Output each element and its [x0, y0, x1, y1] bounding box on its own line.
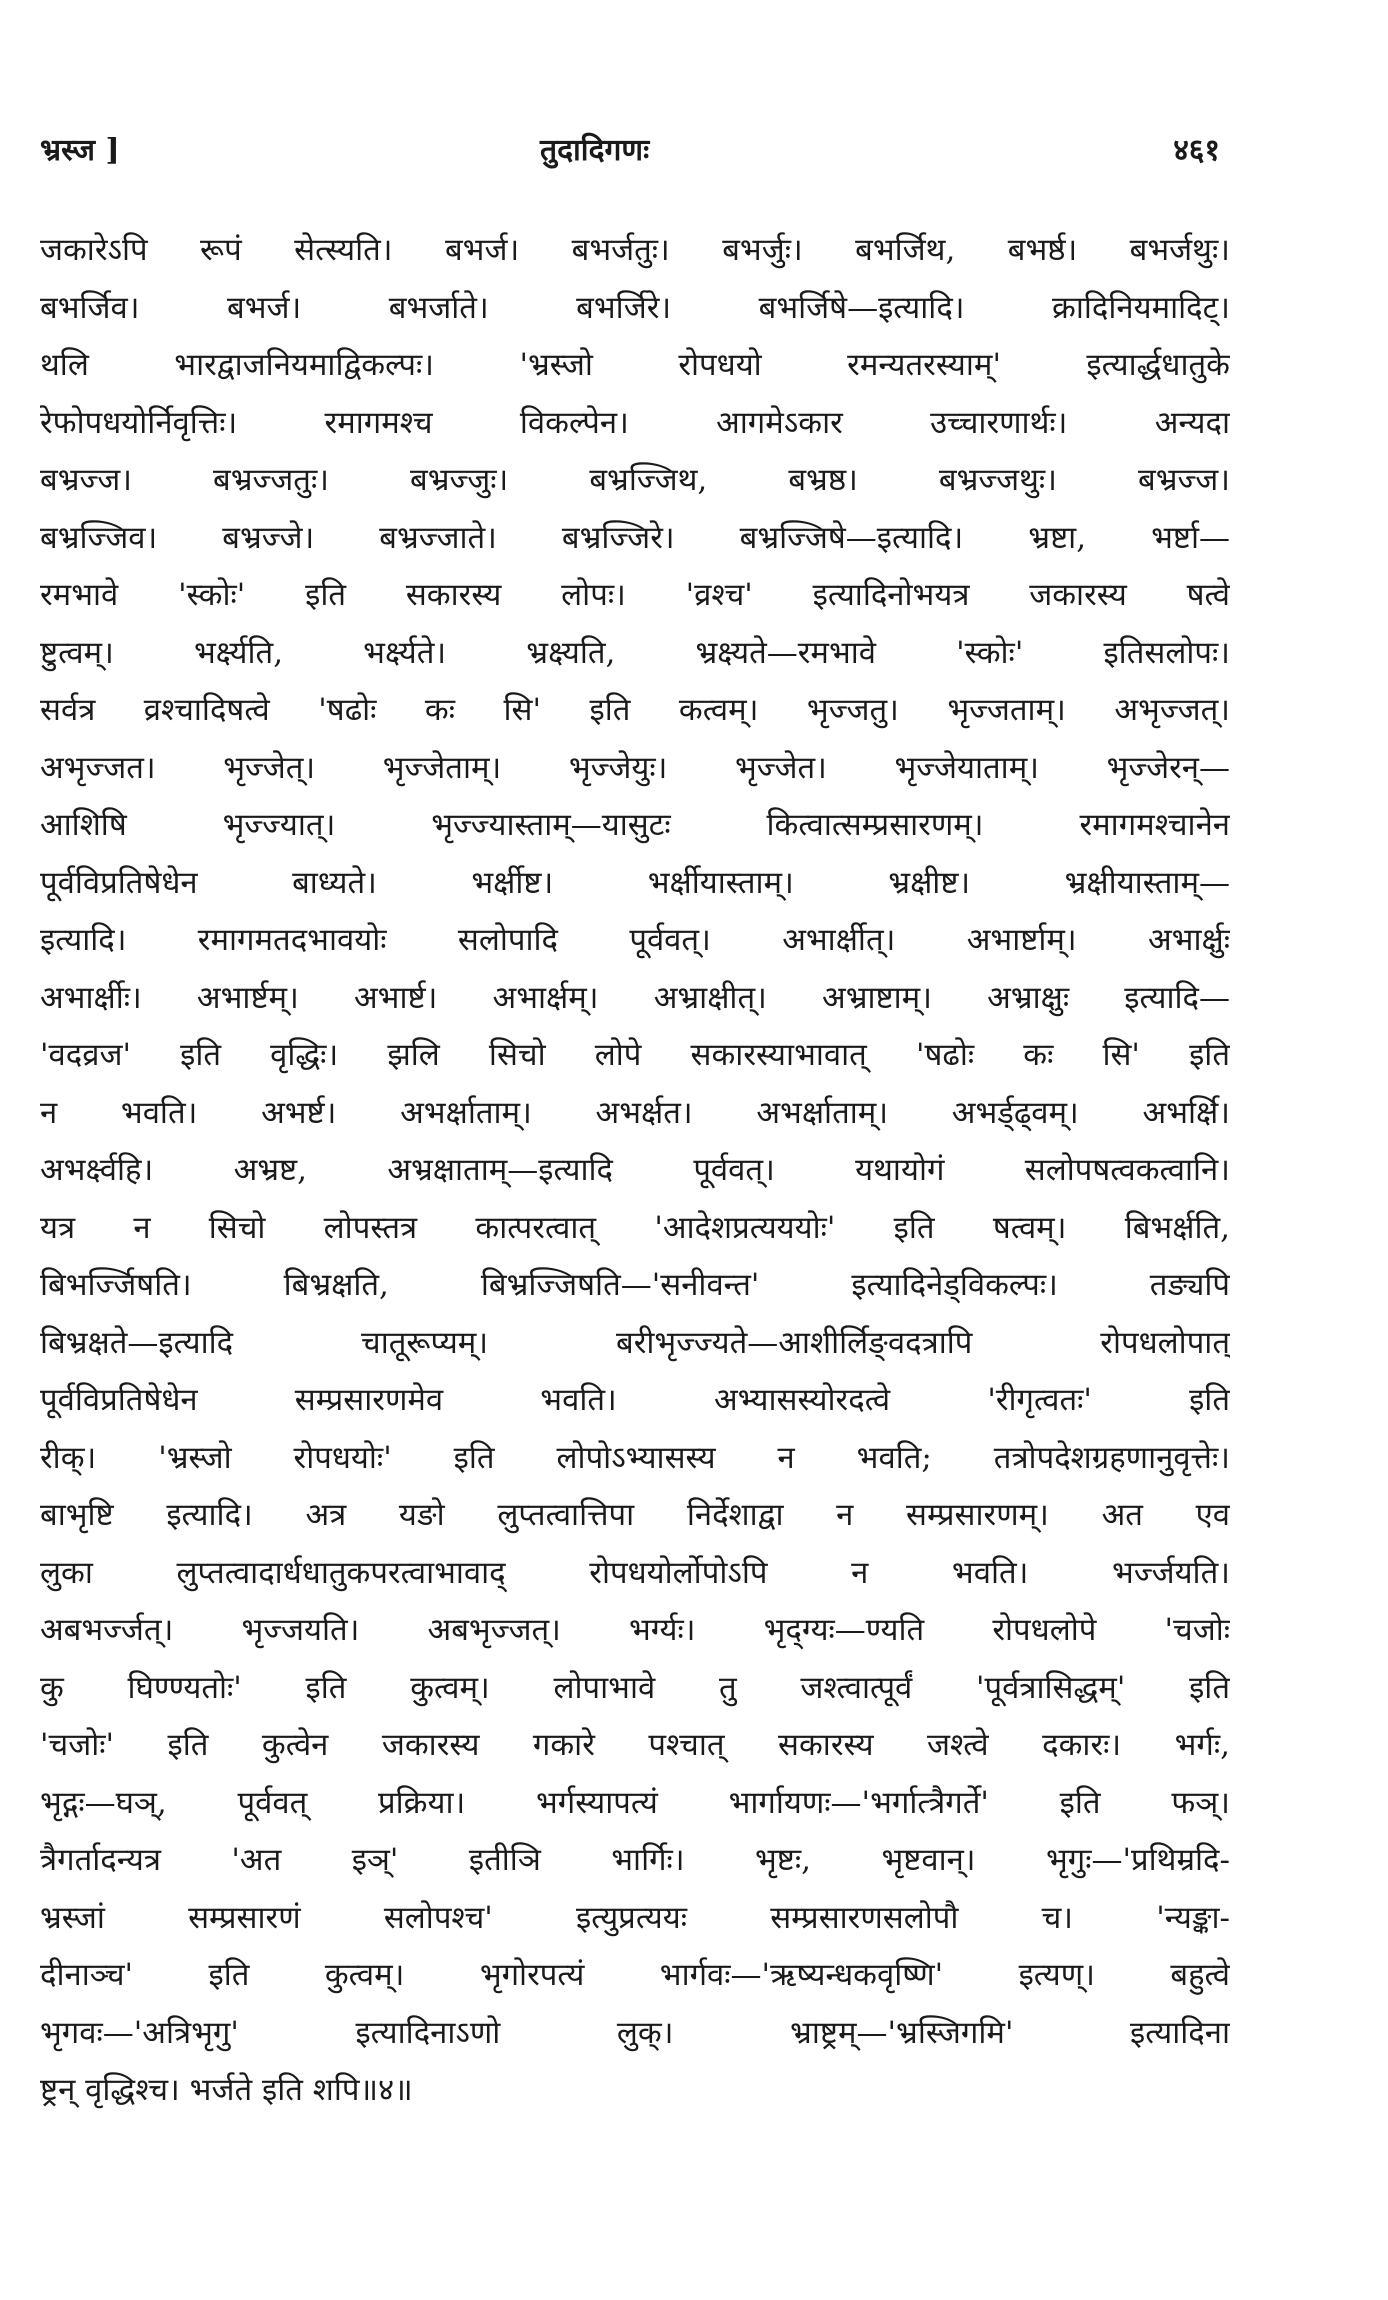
- text-line: थलि भारद्वाजनियमाद्विकल्पः। 'भ्रस्जो रोपधयो रमन्यतरस्याम्' इत्यार्द्धधातुके: [40, 347, 1230, 383]
- text-line: बभ्रज्ज। बभ्रज्जतुः। बभ्रज्जुः। बभ्रज्जिथ, बभ्रष्ठ। बभ्रज्जथुः। बभ्रज्ज।: [40, 462, 1230, 498]
- text-line: पूर्वविप्रतिषेधेन बाध्यते। भर्क्षीष्ट। भर्क्षीयास्ताम्। भ्रक्षीष्ट। भ्रक्षीयास्ताम्—: [40, 864, 1230, 901]
- text-line: सर्वत्र व्रश्चादिषत्वे 'षढोः कः सि' इति कत्वम्। भृज्जतु। भृज्जताम्। अभृज्जत्।: [40, 692, 1230, 728]
- text-line: रेफोपधयोर्निवृत्तिः। रमागमश्च विकल्पेन। आगमेऽकार उच्चारणार्थः। अन्यदा: [40, 404, 1230, 441]
- text-line: यत्र न सिचो लोपस्तत्र कात्परत्वात् 'आदेशप्रत्यययोः' इति षत्वम्। बिभर्क्षति,: [40, 1209, 1230, 1246]
- text-line: रीक्। 'भ्रस्जो रोपधयोः' इति लोपोऽभ्यासस्य न भवति; तत्रोपदेशग्रहणानुवृत्तेः।: [40, 1439, 1230, 1476]
- text-line: रमभावे 'स्कोः' इति सकारस्य लोपः। 'व्रश्च' इत्यादिनोभयत्र जकारस्य षत्वे: [40, 577, 1230, 613]
- text-line: भृगवः—'अत्रिभृगु' इत्यादिनाऽणो लुक्। भ्राष्ट्रम्—'भ्रस्जिगमि' इत्यादिना: [40, 2014, 1230, 2051]
- commentary-text: [40, 222, 1230, 2120]
- text-line-last: ष्ट्रन् वृद्धिश्च। भर्जते इति शपि॥४॥: [40, 2072, 413, 2108]
- text-line: 'चजोः' इति कुत्वेन जकारस्य गकारे पश्चात् सकारस्य जश्त्वे दकारः। भर्गः,: [40, 1727, 1230, 1763]
- text-line: बाभृष्टि इत्यादि। अत्र यङो लुप्तत्वात्तिपा निर्देशाद्वा न सम्प्रसारणम्। अत एव: [40, 1497, 1230, 1533]
- text-line: बभर्जिव। बभर्ज। बभर्जाते। बभर्जिरे। बभर्जिषे—इत्यादि। क्रादिनियमादिट्।: [40, 289, 1230, 326]
- text-line: जकारेऽपि रूपं सेत्स्यति। बभर्ज। बभर्जतुः। बभर्जुः। बभर्जिथ, बभर्ष्ठ। बभर्जथुः।: [40, 232, 1230, 268]
- text-line: अबभर्ज्जत्। भृज्जयति। अबभृज्जत्। भर्ग्यः। भृद्ग्यः—ण्यति रोपधलोपे 'चजोः: [40, 1612, 1230, 1648]
- text-line: भृद्गः—घञ्, पूर्ववत् प्रक्रिया। भर्गस्यापत्यं भार्गायणः—'भर्गात्त्रैगर्ते' इति फञ्।: [40, 1784, 1230, 1821]
- text-line: पूर्वविप्रतिषेधेन सम्प्रसारणमेव भवति। अभ्यासस्योरदत्वे 'रीगृत्वतः' इति: [40, 1382, 1230, 1418]
- text-line: लुका लुप्तत्वादार्धधातुकपरत्वाभावाद् रोपधयोर्लोपोऽपि न भवति। भर्ज्जयति।: [40, 1554, 1230, 1591]
- page-number: ४६१: [1173, 133, 1220, 168]
- text-line: अभार्क्षीः। अभार्ष्टम्। अभार्ष्ट। अभार्क्षम्। अभ्राक्षीत्। अभ्राष्टाम्। अभ्राक्षुः इत्यादि—: [40, 979, 1230, 1016]
- text-line: त्रैगर्तादन्यत्र 'अत इञ्' इतीञि भार्गिः। भृष्टः, भृष्टवान्। भृगुः—'प्रथिम्रदि-: [40, 1842, 1230, 1878]
- text-line: 'वदव्रज' इति वृद्धिः। झलि सिचो लोपे सकारस्याभावात् 'षढोः कः सि' इति: [40, 1037, 1230, 1073]
- text-line: ष्टुत्वम्। भर्क्ष्यति, भर्क्ष्यते। भ्रक्ष्यति, भ्रक्ष्यते—रमभावे 'स्कोः' इतिसलोपः।: [40, 634, 1230, 671]
- text-line: इत्यादि। रमागमतदभावयोः सलोपादि पूर्ववत्। अभार्क्षीत्। अभार्ष्टाम्। अभार्क्षुः: [40, 922, 1230, 958]
- text-line: आशिषि भृज्ज्यात्। भृज्ज्यास्ताम्—यासुटः कित्वात्सम्प्रसारणम्। रमागमश्चानेन: [40, 807, 1230, 843]
- text-line: बिभ्रक्षते—इत्यादि चातूरूप्यम्। बरीभृज्ज्यते—आशीर्लिङ्वदत्रापि रोपधलोपात्: [40, 1324, 1230, 1361]
- text-line: भ्रस्जां सम्प्रसारणं सलोपश्च' इत्युप्रत्ययः सम्प्रसारणसलोपौ च। 'न्यङ्का-: [40, 1899, 1230, 1936]
- text-line: कु घिण्ण्यतोः' इति कुत्वम्। लोपाभावे तु जश्त्वात्पूर्वं 'पूर्वत्रासिद्धम्' इति: [40, 1669, 1230, 1706]
- running-header: [40, 128, 1220, 178]
- text-line: अभर्क्ष्वहि। अभ्रष्ट, अभ्रक्षाताम्—इत्यादि पूर्ववत्। यथायोगं सलोपषत्वकत्वानि।: [40, 1152, 1230, 1188]
- text-line: बिभर्ज्जिषति। बिभ्रक्षति, बिभ्रज्जिषति—'सनीवन्त' इत्यादिनेड्विकल्पः। तङ्यपि: [40, 1267, 1230, 1303]
- header-section-title: तुदादिगणः: [540, 133, 650, 168]
- text-line: अभृज्जत। भृज्जेत्। भृज्जेताम्। भृज्जेयुः। भृज्जेत। भृज्जेयाताम्। भृज्जेरन्—: [40, 749, 1230, 786]
- text-line: बभ्रज्जिव। बभ्रज्जे। बभ्रज्जाते। बभ्रज्जिरे। बभ्रज्जिषे—इत्यादि। भ्रष्टा, भर्ष्टा—: [40, 519, 1230, 556]
- header-root-label: भ्रस्ज ]: [40, 133, 120, 168]
- text-line: न भवति। अभर्ष्ट। अभर्क्षाताम्। अभर्क्षत। अभर्क्षाताम्। अभर्ड्ढ्वम्। अभर्क्षि।: [40, 1094, 1230, 1131]
- text-line: दीनाञ्च' इति कुत्वम्। भृगोरपत्यं भार्गवः—'ऋष्यन्धकवृष्णि' इत्यण्। बहुत्वे: [40, 1957, 1230, 1993]
